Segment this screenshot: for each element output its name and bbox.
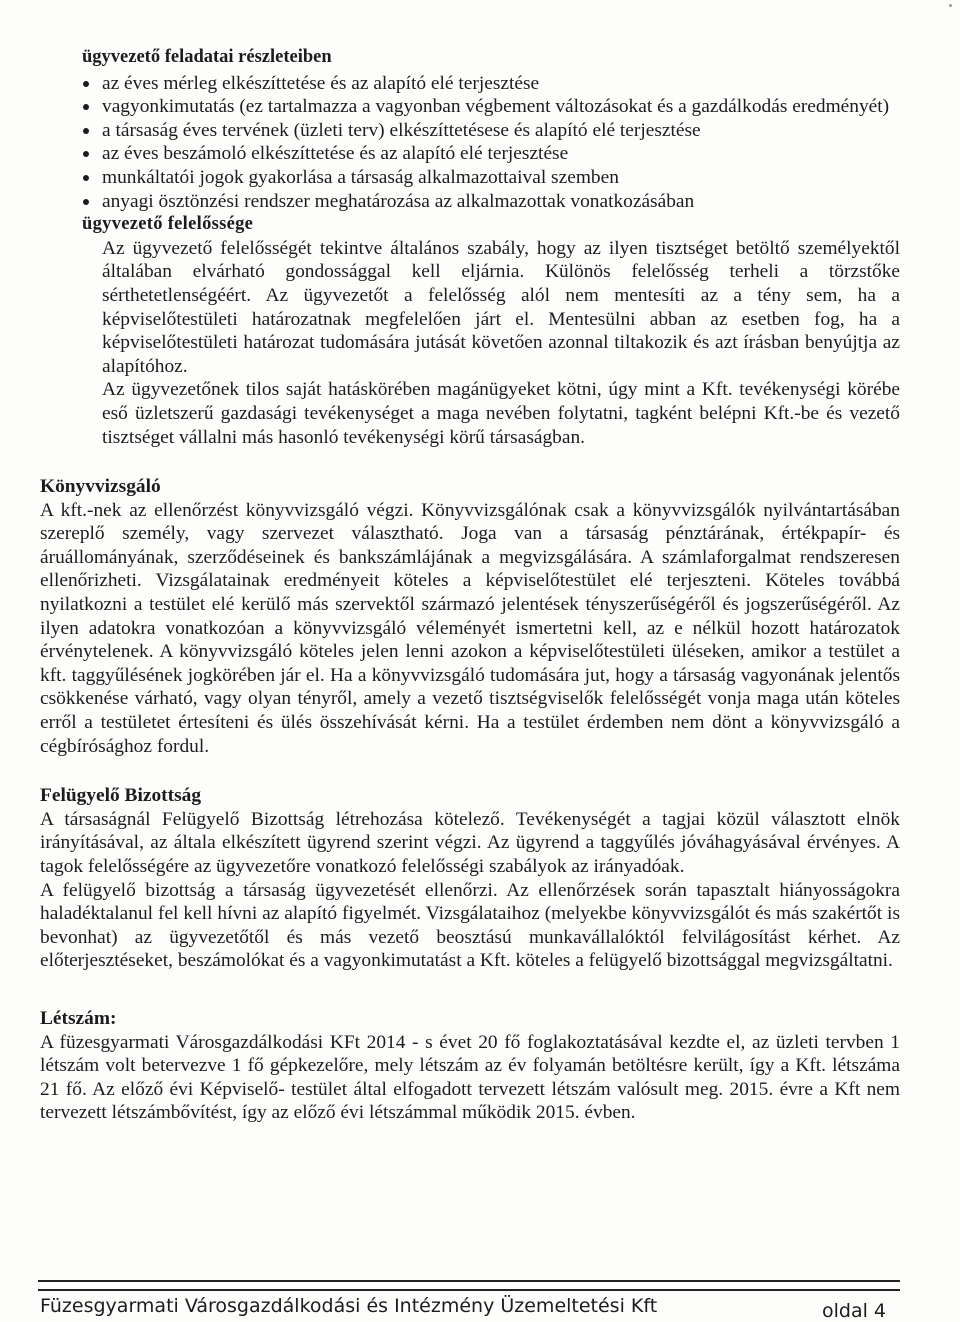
liability-heading: ügyvezető felelőssége <box>82 214 254 235</box>
headcount-paragraph: A füzesgyarmati Városgazdálkodási KFt 2014 - s évet 20 fő foglakoztatásával kezdte el, az üzleti tervben 1 létszám volt betervezve 1 fő gépkezelőre, mely létszám az év folyamán betöltésre került, így a Kft. létszáma 21 fő. Az előző évi Képviselő- testület által elfogadott tervezett létszám valósult meg. 2015. évre a Kft nem tervezett létszámbővítést, így az előző évi létszámmal működik 2015. évben. <box>40 1031 900 1124</box>
document-body <box>40 46 900 1125</box>
duties-heading: ügyvezető feladatai részleteiben <box>82 47 332 67</box>
supervisory-paragraph: A felügyelő bizottság a társaság ügyvezetését ellenőrzi. Az ellenőrzések során tapasztalt hiányosságokra haladéktalanul fel kell hívni az alapító figyelmét. Vizsgálataihoz (melyekbe könyvvizsgálót és más szakértőt is bevonhat) az ügyvezetőtől és más vezető beosztású munkavállalóktól felvilágosítást kérhet. Az előterjesztéseket, beszámolókat és a vagyonkimutatást a Kft. köteles a felügyelő bizottsággal megvizsgáltatni. <box>40 879 900 972</box>
auditor-heading: Könyvvizsgáló <box>40 476 161 498</box>
supervisory-paragraph: A társaságnál Felügyelő Bizottság létrehozása kötelező. Tevékenységét a tagjai közül választott elnök irányításával, az általa elkészített ügyrend szerint végzi. Az ügyrend a taggyűlés jóváhagyásával érvényes. A tagok felelősségére az ügyvezetőre vonatkozó felelősségi szabályok az irányadóak. <box>40 808 900 877</box>
footer-divider <box>38 1280 900 1291</box>
duties-list <box>40 72 900 214</box>
list-item: a társaság éves tervének (üzleti terv) elkészíttetésese és alapító elé terjesztése <box>102 119 900 143</box>
supervisory-section <box>40 784 900 973</box>
list-item: munkáltatói jogok gyakorlása a társaság alkalmazottaival szemben <box>102 166 900 190</box>
scan-speck <box>949 4 952 7</box>
list-item: anyagi ösztönzési rendszer meghatározása az alkalmazottak vonatkozásában <box>102 190 900 214</box>
footer-org-name: Füzesgyarmati Városgazdálkodási és Intézmény Üzemeltetési Kft <box>40 1295 658 1317</box>
list-item: vagyonkimutatás (ez tartalmazza a vagyonban végbement változásokat és a gazdálkodás eredményét) <box>102 95 900 119</box>
list-item: az éves mérleg elkészíttetése és az alapító elé terjesztése <box>102 72 900 96</box>
liability-paragraph: Az ügyvezető felelősségét tekintve általános szabály, hogy az ilyen tisztséget betöltő személyektől általában elvárható gondossággal kell eljárnia. Különös felelősség terheli a törzstőke sérthetetlenségéért. Az ügyvezetőt a felelősség alól nem mentesíti az a tény sem, ha a képviselőtestületi határozatnak megfelelően járt el. Mentesülni abban az esetben fog, ha a képviselőtestületi határozat tudomására jutását követően azonnal tiltakozik és azt írásban benyújtja az alapítóhoz. <box>102 237 900 377</box>
headcount-section <box>40 1007 900 1125</box>
auditor-section <box>40 475 900 758</box>
liability-text <box>102 237 900 449</box>
page-number: oldal 4 <box>822 1300 887 1322</box>
liability-paragraph: Az ügyvezetőnek tilos saját hatáskörében magánügyeket kötni, úgy mint a Kft. tevékenységi körébe eső üzletszerű gazdasági tevékenységet a maga nevében folytatni, tagként belépni Kft.-be és vezető tisztséget vállalni más hasonló tevékenységi körű társaságban. <box>102 379 900 448</box>
auditor-paragraph: A kft.-nek az ellenőrzést könyvvizsgáló végzi. Könyvvizsgálónak csak a könyvvizsgálók nyilvántartásában szereplő személy, vagy szervezet választható. Joga van a társaság pénztárának, értékpapír- és áruállományának, szerződéseinek és bankszámlájának a megvizsgálására. A számlaforgalmat rendszeresen ellenőrizheti. Vizsgálatainak eredményeit köteles a képviselőtestület elé terjeszteni. Köteles továbbá nyilatkozni a testület elé kerülő más szervektől származó jelentések tényszerűségéről és jogszerűségéről. Az ilyen adatokra vonatkozóan a könyvvizsgáló véleményét ismertetni kell, az e nélkül hozott határozatok érvénytelenek. A könyvvizsgáló köteles jelen lenni azokon a képviselőtestületi üléseken, amikor a testület a kft. taggyűlésének jogkörében jár el. Ha a könyvvizsgáló tudomására jut, hogy a társaság vagyonának jelentős csökkenése várható, vagy olyan tényről, amely a vezető tisztségviselők felelősségét vonja maga után köteles erről a testületet értesíteni és ülés összehívását kérni. Ha a testület érdemben nem dönt a könyvvizsgáló a cégbírósághoz fordul. <box>40 499 900 757</box>
list-item: az éves beszámoló elkészíttetése és az alapító elé terjesztése <box>102 142 900 166</box>
headcount-heading: Létszám: <box>40 1007 117 1029</box>
supervisory-heading: Felügyelő Bizottság <box>40 785 202 807</box>
